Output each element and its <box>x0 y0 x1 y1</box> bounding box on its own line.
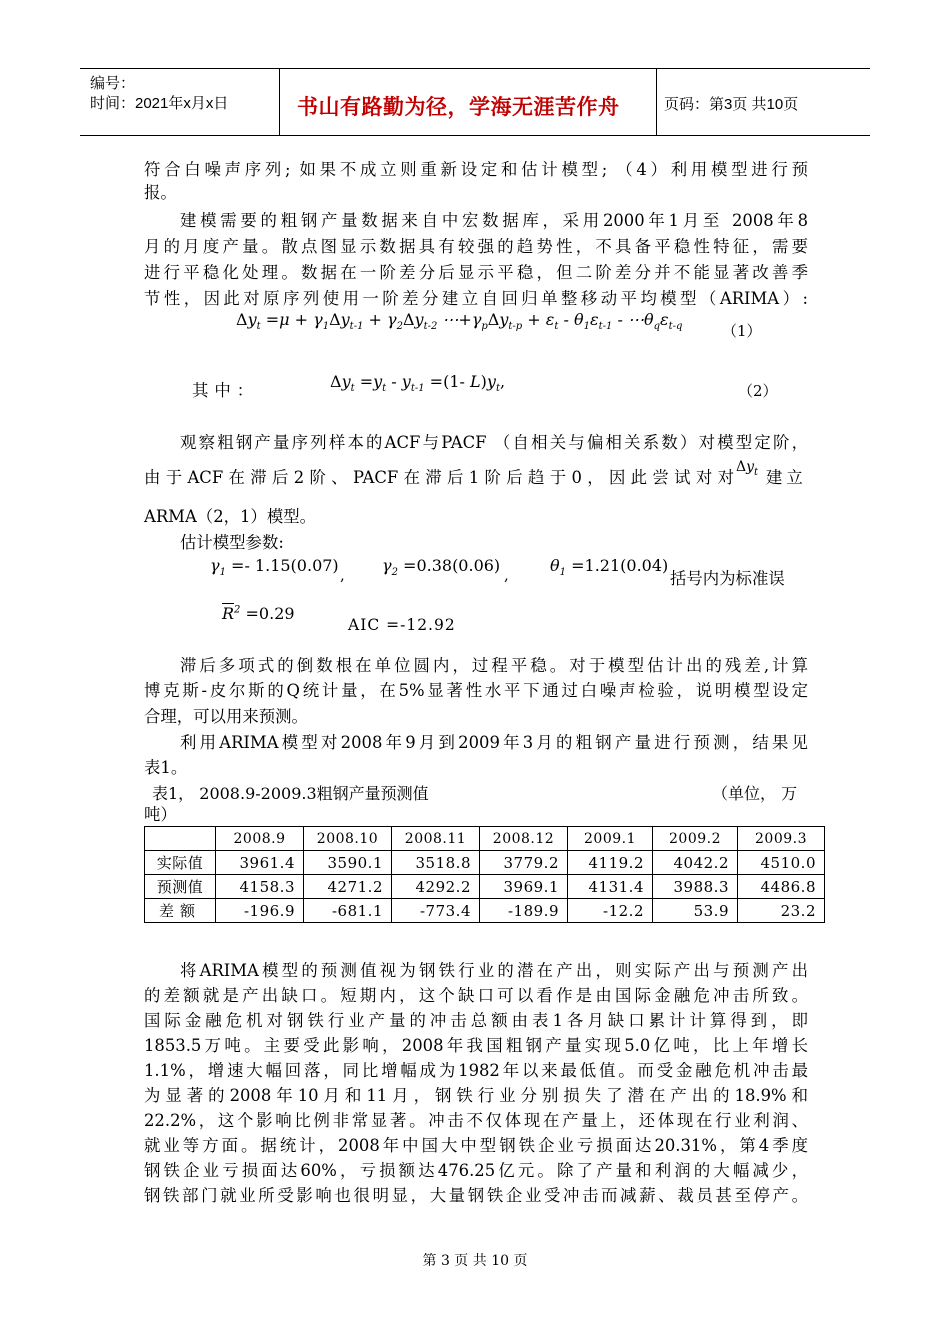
table-header-cell: 2008.11 <box>392 827 480 851</box>
table-cell: 3590.1 <box>304 851 392 875</box>
serial-label: 编号： <box>90 75 136 92</box>
paragraph-line: 建模需要的粗钢产量数据来自中宏数据库，采用2000年1月至 2008年8 <box>180 211 808 230</box>
table-row <box>145 851 825 875</box>
table-header-cell: 2008.10 <box>304 827 392 851</box>
row-label: 预测值 <box>145 875 216 899</box>
table-header-cell: 2009.1 <box>568 827 653 851</box>
paragraph-line: 月的月度产量。散点图显示数据具有较强的趋势性，不具备平稳性特征，需要 <box>144 237 808 256</box>
page-label: 页码：第3页 共10页 <box>664 96 799 113</box>
table-cell: 3988.3 <box>653 875 738 899</box>
table-cell: 3961.4 <box>216 851 304 875</box>
se-note: 括号内为标准误 <box>670 569 785 588</box>
equation-2-number: （2） <box>738 382 778 400</box>
equation-1-number: （1） <box>722 322 762 340</box>
paragraph-line: 符合白噪声序列; 如果不成立则重新设定和估计模型; （4）利用模型进行预 <box>144 160 808 179</box>
paragraph-line: 就业等方面。据统计，2008年中国大中型钢铁企业亏损面达20.31%，第4季度 <box>144 1136 808 1155</box>
paragraph-line: 滞后多项式的倒数根在单位圆内，过程平稳。对于模型估计出的残差,计算 <box>180 656 808 675</box>
paragraph-line: ARMA（2，1）模型。 <box>144 507 316 526</box>
paragraph-line: 由于ACF在滞后2阶、PACF在滞后1阶后趋于0，因此尝试对对 <box>144 468 734 487</box>
gamma1-estimate: $\gamma_1 =- 1.15(0.07)$ <box>210 556 339 579</box>
table-cell: -681.1 <box>304 899 392 923</box>
where-label: 其中： <box>192 381 260 400</box>
table-header-cell: 2008.9 <box>216 827 304 851</box>
header-top-rule <box>80 68 870 69</box>
table-caption-unit: （单位， 万 <box>712 784 798 803</box>
paragraph-line: 合理，可以用来预测。 <box>144 707 308 726</box>
equation-1: $\Delta y_t =\mu + \gamma_1\Delta y_{t-1} + \gamma_2\Delta y_{t-2}$ $\cdots+\gamma_p\Delta y_{t-p} + \varepsilon_t - \theta_1\varepsilon_{t-1}$ - $\cdots\theta_q\varepsilon_{t-q}$ <box>236 310 683 333</box>
page-footer: 第 3 页 共 10 页 <box>422 1253 528 1269</box>
paragraph-line: 钢铁部门就业所受影响也很明显，大量钢铁企业受冲击而减薪、裁员甚至停产。 <box>144 1186 808 1205</box>
paragraph-line-end: 建立 <box>766 468 807 487</box>
comma: , <box>504 566 509 584</box>
paragraph-line: 为显著的2008年10月和11月，钢铁行业分别损失了潜在产出的18.9%和 <box>144 1086 808 1105</box>
paragraph-line: 博克斯-皮尔斯的Q统计量，在5%显著性水平下通过白噪声检验，说明模型设定 <box>144 681 808 700</box>
table-cell: 4292.2 <box>392 875 480 899</box>
paragraph-line: 1.1%，增速大幅回落，同比增幅成为1982年以来最低值。而受金融危机冲击最 <box>144 1061 808 1080</box>
paragraph-line: 观察粗钢产量序列样本的ACF与PACF （自相关与偏相关系数）对模型定阶， <box>180 433 808 452</box>
aic-value: AIC =-12.92 <box>348 616 456 634</box>
paragraph-line: 表1。 <box>144 758 188 777</box>
table-cell: 4042.2 <box>653 851 738 875</box>
paragraph-line: 估计模型参数: <box>180 533 284 552</box>
table-caption-unit-end: 吨） <box>144 805 177 824</box>
motto: 书山有路勤为径，学海无涯苦作舟 <box>297 95 620 119</box>
paragraph-line: 钢铁企业亏损面达60%，亏损额达476.25亿元。除了产量和利润的大幅减少， <box>144 1161 808 1180</box>
table-cell: 4271.2 <box>304 875 392 899</box>
theta1-estimate: $\theta_1 =1.21(0.04)$ <box>550 556 669 579</box>
paragraph-line: 1853.5万吨。主要受此影响，2008年我国粗钢产量实现5.0亿吨，比上年增长 <box>144 1036 808 1055</box>
paragraph-line: 国际金融危机对钢铁行业产量的冲击总额由表1各月缺口累计计算得到，即 <box>144 1011 808 1030</box>
header-divider-left <box>279 68 280 135</box>
paragraph-line: 利用ARIMA模型对2008年9月到2009年3月的粗钢产量进行预测，结果见 <box>180 733 808 752</box>
table-cell: -773.4 <box>392 899 480 923</box>
table-cell: 4131.4 <box>568 875 653 899</box>
table-cell: -196.9 <box>216 899 304 923</box>
paragraph-line: 报。 <box>144 183 177 202</box>
table-cell: 4510.0 <box>738 851 825 875</box>
delta-y-symbol: $\Delta y_t$ <box>736 459 759 478</box>
table-header-row <box>145 827 825 851</box>
table-row <box>145 875 825 899</box>
paragraph-line: 22.2%，这个影响比例非常显著。冲击不仅体现在产量上，还体现在行业利润、 <box>144 1111 808 1130</box>
equation-2: $\Delta y_t =y_t - y_{t-1} =(1-$ $L)y_t$, <box>330 372 506 395</box>
r-squared: $\overline{R}^2 =0.29$ <box>222 604 295 623</box>
table-cell: -12.2 <box>568 899 653 923</box>
row-label: 实际值 <box>145 851 216 875</box>
table-cell: 3518.8 <box>392 851 480 875</box>
table-cell: 3779.2 <box>480 851 568 875</box>
comma: , <box>340 566 345 584</box>
forecast-table <box>144 826 825 923</box>
time-label: 时间：2021年x月x日 <box>90 95 229 112</box>
row-label: 差额 <box>145 899 216 923</box>
table-cell: 4119.2 <box>568 851 653 875</box>
table-header-cell: 2009.2 <box>653 827 738 851</box>
table-header-cell <box>145 827 216 851</box>
paragraph-line: 进行平稳化处理。数据在一阶差分后显示平稳，但二阶差分并不能显著改善季 <box>144 263 808 282</box>
header-bottom-rule <box>80 135 870 136</box>
table-cell: 4158.3 <box>216 875 304 899</box>
paragraph-line: 节性，因此对原序列使用一阶差分建立自回归单整移动平均模型（ARIMA）: <box>144 289 808 308</box>
table-cell: 23.2 <box>738 899 825 923</box>
table-header-cell: 2008.12 <box>480 827 568 851</box>
table-cell: 53.9 <box>653 899 738 923</box>
gamma2-estimate: $\gamma_2 =0.38(0.06)$ <box>382 556 501 579</box>
table-cell: -189.9 <box>480 899 568 923</box>
table-cell: 4486.8 <box>738 875 825 899</box>
table-cell: 3969.1 <box>480 875 568 899</box>
table-row <box>145 899 825 923</box>
table-caption: 表1， 2008.9-2009.3粗钢产量预测值 <box>152 784 429 803</box>
paragraph-line: 的差额就是产出缺口。短期内，这个缺口可以看作是由国际金融危冲击所致。 <box>144 986 808 1005</box>
paragraph-line: 将ARIMA模型的预测值视为钢铁行业的潜在产出，则实际产出与预测产出 <box>180 961 808 980</box>
table-header-cell: 2009.3 <box>738 827 825 851</box>
header-divider-right <box>656 68 657 135</box>
